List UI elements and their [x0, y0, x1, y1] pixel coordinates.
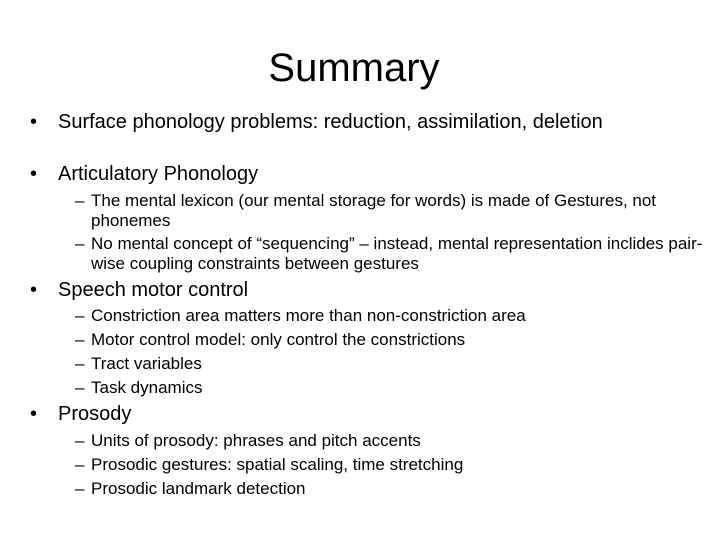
dash-marker: –: [75, 191, 85, 210]
bullet-text: Surface phonology problems: reduction, assimilation, deletion: [58, 111, 603, 133]
bullet-marker: •: [30, 163, 38, 185]
sub-bullet-text: Constriction area matters more than non-constriction area: [91, 306, 526, 325]
dash-marker: –: [75, 354, 85, 373]
bullet-marker: •: [30, 279, 38, 301]
sub-bullet-text: Prosodic landmark detection: [91, 479, 306, 498]
dash-marker: –: [75, 234, 85, 253]
sub-bullet-item: [75, 234, 720, 274]
sub-bullet-text: Motor control model: only control the constrictions: [91, 330, 466, 349]
bullet-text: Speech motor control: [58, 279, 249, 301]
bullet-marker: •: [30, 111, 38, 133]
dash-marker: –: [75, 431, 85, 450]
sub-bullet-text: Tract variables: [91, 354, 202, 373]
bullet-item: [30, 279, 700, 301]
sub-bullet-text: Units of prosody: phrases and pitch accents: [91, 431, 421, 450]
slide-title: Summary: [268, 46, 440, 90]
sub-bullet-item: [75, 378, 720, 398]
sub-bullet-text: Prosodic gestures: spatial scaling, time stretching: [91, 455, 464, 474]
sub-bullet-item: [75, 306, 720, 326]
dash-marker: –: [75, 479, 85, 498]
bullet-text: Articulatory Phonology: [58, 163, 259, 185]
sub-bullet-text: No mental concept of “sequencing” – instead, mental representation inclides pair-wise coupling constraints between gestures: [91, 234, 703, 273]
sub-bullet-item: [75, 455, 720, 475]
bullet-item: [30, 111, 700, 133]
sub-bullet-item: [75, 431, 720, 451]
bullet-marker: •: [30, 403, 38, 425]
sub-bullet-item: [75, 330, 720, 350]
sub-bullet-text: The mental lexicon (our mental storage for words) is made of Gestures, not phonemes: [91, 191, 657, 230]
sub-bullet-item: [75, 479, 720, 499]
bullet-text: Prosody: [58, 403, 132, 425]
dash-marker: –: [75, 455, 85, 474]
sub-bullet-item: [75, 191, 720, 231]
bullet-item: [30, 163, 700, 185]
dash-marker: –: [75, 330, 85, 349]
bullet-item: [30, 403, 700, 425]
sub-bullet-text: Task dynamics: [91, 378, 203, 397]
dash-marker: –: [75, 306, 85, 325]
sub-bullet-item: [75, 354, 720, 374]
dash-marker: –: [75, 378, 85, 397]
